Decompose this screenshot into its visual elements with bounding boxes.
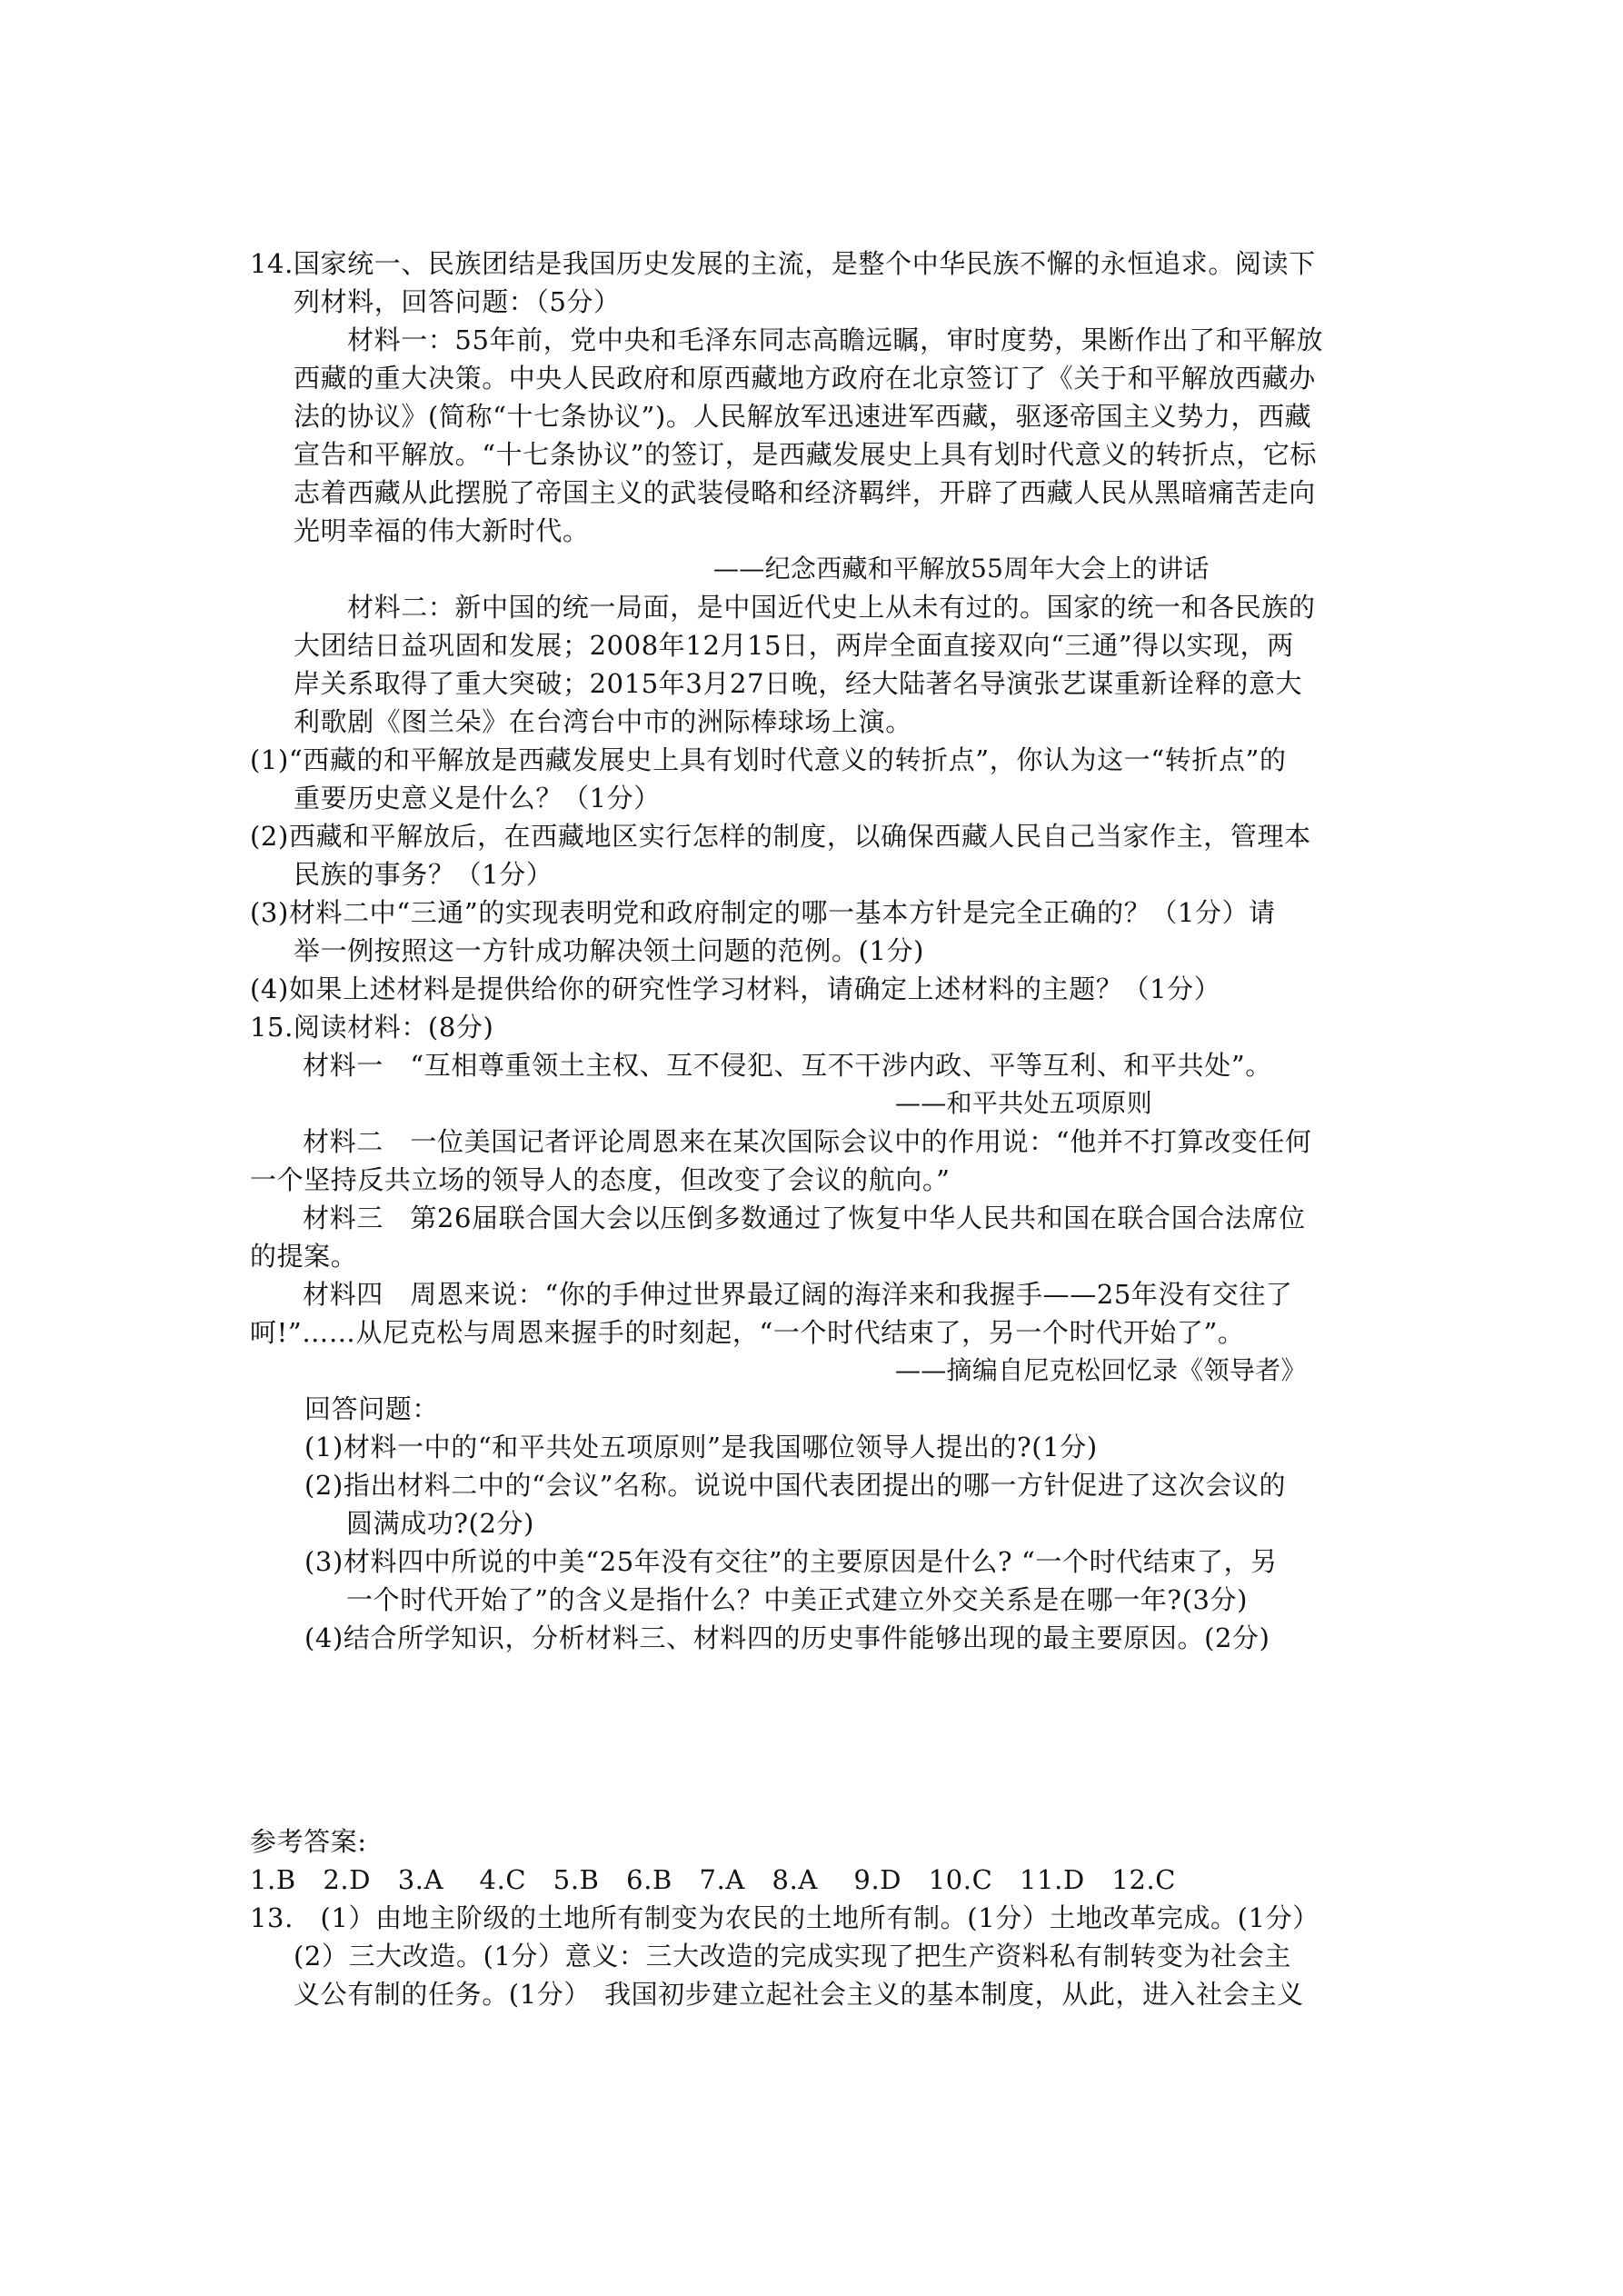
q15-material4-line-1: 材料四 周恩来说：“你的手伸过世界最辽阔的海洋来和我握手——25年没有交往了 bbox=[303, 1279, 1293, 1310]
q14-question-4: (4)如果上述材料是提供给你的研究性学习材料，请确定上述材料的主题？（1分） bbox=[250, 973, 1221, 1004]
q15-prompt: 回答问题： bbox=[304, 1393, 440, 1424]
answer-key-title: 参考答案: bbox=[250, 1826, 367, 1857]
q15-material2-line-1: 材料二 一位美国记者评论周恩来在某次国际会议中的作用说：“他并不打算改变任何 bbox=[303, 1126, 1312, 1157]
q14-question-2: (2)西藏和平解放后，在西藏地区实行怎样的制度，以确保西藏人民自己当家作主，管理本 bbox=[250, 821, 1311, 852]
q14-question-2-cont: 民族的事务？（1分） bbox=[294, 859, 553, 890]
q14-stem-line-1: 14.国家统一、民族团结是我国历史发展的主流，是整个中华民族不懈的永恒追求。阅读下 bbox=[250, 248, 1316, 279]
q14-material2-line-1: 材料二：新中国的统一局面，是中国近代史上从未有过的。国家的统一和各民族的 bbox=[347, 592, 1316, 623]
answer-key-choices: 1.B 2.D 3.A 4.C 5.B 6.B 7.A 8.A 9.D 10.C 11.D 12.C bbox=[250, 1864, 1177, 1895]
q15-material3-line-1: 材料三 第26届联合国大会以压倒多数通过了恢复中华人民共和国在联合国合法席位 bbox=[303, 1203, 1306, 1233]
q14-stem-line-2: 列材料，回答问题：（5分） bbox=[294, 286, 621, 317]
q15-material3-line-2: 的提案。 bbox=[250, 1241, 358, 1272]
q15-question-4: (4)结合所学知识，分析材料三、材料四的历史事件能够出现的最主要原因。(2分) bbox=[304, 1622, 1270, 1653]
q14-material1-line-1: 材料一：55年前，党中央和毛泽东同志高瞻远瞩，审时度势，果断作出了和平解放 bbox=[347, 324, 1324, 355]
q14-material2-line-2: 大团结日益巩固和发展；2008年12月15日，两岸全面直接双向“三通”得以实现，两 bbox=[294, 630, 1294, 661]
q15-question-3: (3)材料四中所说的中美“25年没有交往”的主要原因是什么? “一个时代结束了，另 bbox=[304, 1546, 1278, 1577]
q15-material2-line-2: 一个坚持反共立场的领导人的态度，但改变了会议的航向。” bbox=[250, 1164, 951, 1195]
q15-material1: 材料一 “互相尊重领土主权、互不侵犯、互不干涉内政、平等互利、和平共处”。 bbox=[303, 1050, 1272, 1081]
q14-question-3-cont: 举一例按照这一方针成功解决领土问题的范例。(1分) bbox=[294, 935, 925, 966]
answer-13-line-2: (2）三大改造。(1分）意义：三大改造的完成实现了把生产资料私有制转变为社会主 bbox=[294, 1941, 1291, 1972]
q14-material2-line-4: 利歌剧《图兰朵》在台湾台中市的洲际棒球场上演。 bbox=[294, 706, 912, 737]
q15-material4-source: ——摘编自尼克松回忆录《领导者》 bbox=[895, 1355, 1307, 1385]
q14-question-1: (1)“西藏的和平解放是西藏发展史上具有划时代意义的转折点”，你认为这一“转折点”的 bbox=[250, 744, 1287, 775]
q14-material1-line-5: 志着西藏从此摆脱了帝国主义的武装侵略和经济羁绊，开辟了西藏人民从黑暗痛苦走向 bbox=[294, 477, 1316, 508]
q14-material1-line-2: 西藏的重大决策。中央人民政府和原西藏地方政府在北京签订了《关于和平解放西藏办 bbox=[294, 363, 1316, 394]
q14-material2-line-3: 岸关系取得了重大突破；2015年3月27日晚，经大陆著名导演张艺谋重新诠释的意大 bbox=[294, 668, 1303, 699]
q15-material1-source: ——和平共处五项原则 bbox=[895, 1088, 1153, 1118]
q15-question-3-cont: 一个时代开始了”的含义是指什么？中美正式建立外交关系是在哪一年?(3分) bbox=[346, 1584, 1249, 1615]
q15-question-2-cont: 圆满成功?(2分) bbox=[346, 1508, 535, 1539]
answer-13-line-3: 义公有制的任务。(1分） 我国初步建立起社会主义的基本制度，从此，进入社会主义 bbox=[294, 1979, 1304, 2010]
q14-material1-source: ——纪念西藏和平解放55周年大会上的讲话 bbox=[713, 554, 1210, 584]
q15-stem: 15.阅读材料：(8分) bbox=[250, 1012, 494, 1043]
q14-material1-line-4: 宣告和平解放。“十七条协议”的签订，是西藏发展史上具有划时代意义的转折点，它标 bbox=[294, 439, 1318, 470]
q14-material1-line-6: 光明幸福的伟大新时代。 bbox=[294, 515, 590, 546]
q15-material4-line-2: 呵!”……从尼克松与周恩来握手的时刻起，“一个时代结束了，另一个时代开始了”。 bbox=[250, 1317, 1245, 1348]
q14-question-3: (3)材料二中“三通”的实现表明党和政府制定的哪一基本方针是完全正确的？（1分）请 bbox=[250, 897, 1276, 928]
q14-question-1-cont: 重要历史意义是什么？（1分） bbox=[294, 783, 661, 814]
q14-material1-line-3: 法的协议》(简称“十七条协议”)。人民解放军迅速进军西藏，驱逐帝国主义势力，西藏 bbox=[294, 401, 1312, 432]
q15-question-1: (1)材料一中的“和平共处五项原则”是我国哪位领导人提出的?(1分) bbox=[304, 1432, 1098, 1462]
q15-question-2: (2)指出材料二中的“会议”名称。说说中国代表团提出的哪一方针促进了这次会议的 bbox=[304, 1470, 1287, 1501]
answer-13-line-1: 13. (1）由地主阶级的土地所有制变为农民的土地所有制。(1分）土地改革完成。(1分） bbox=[250, 1902, 1319, 1933]
